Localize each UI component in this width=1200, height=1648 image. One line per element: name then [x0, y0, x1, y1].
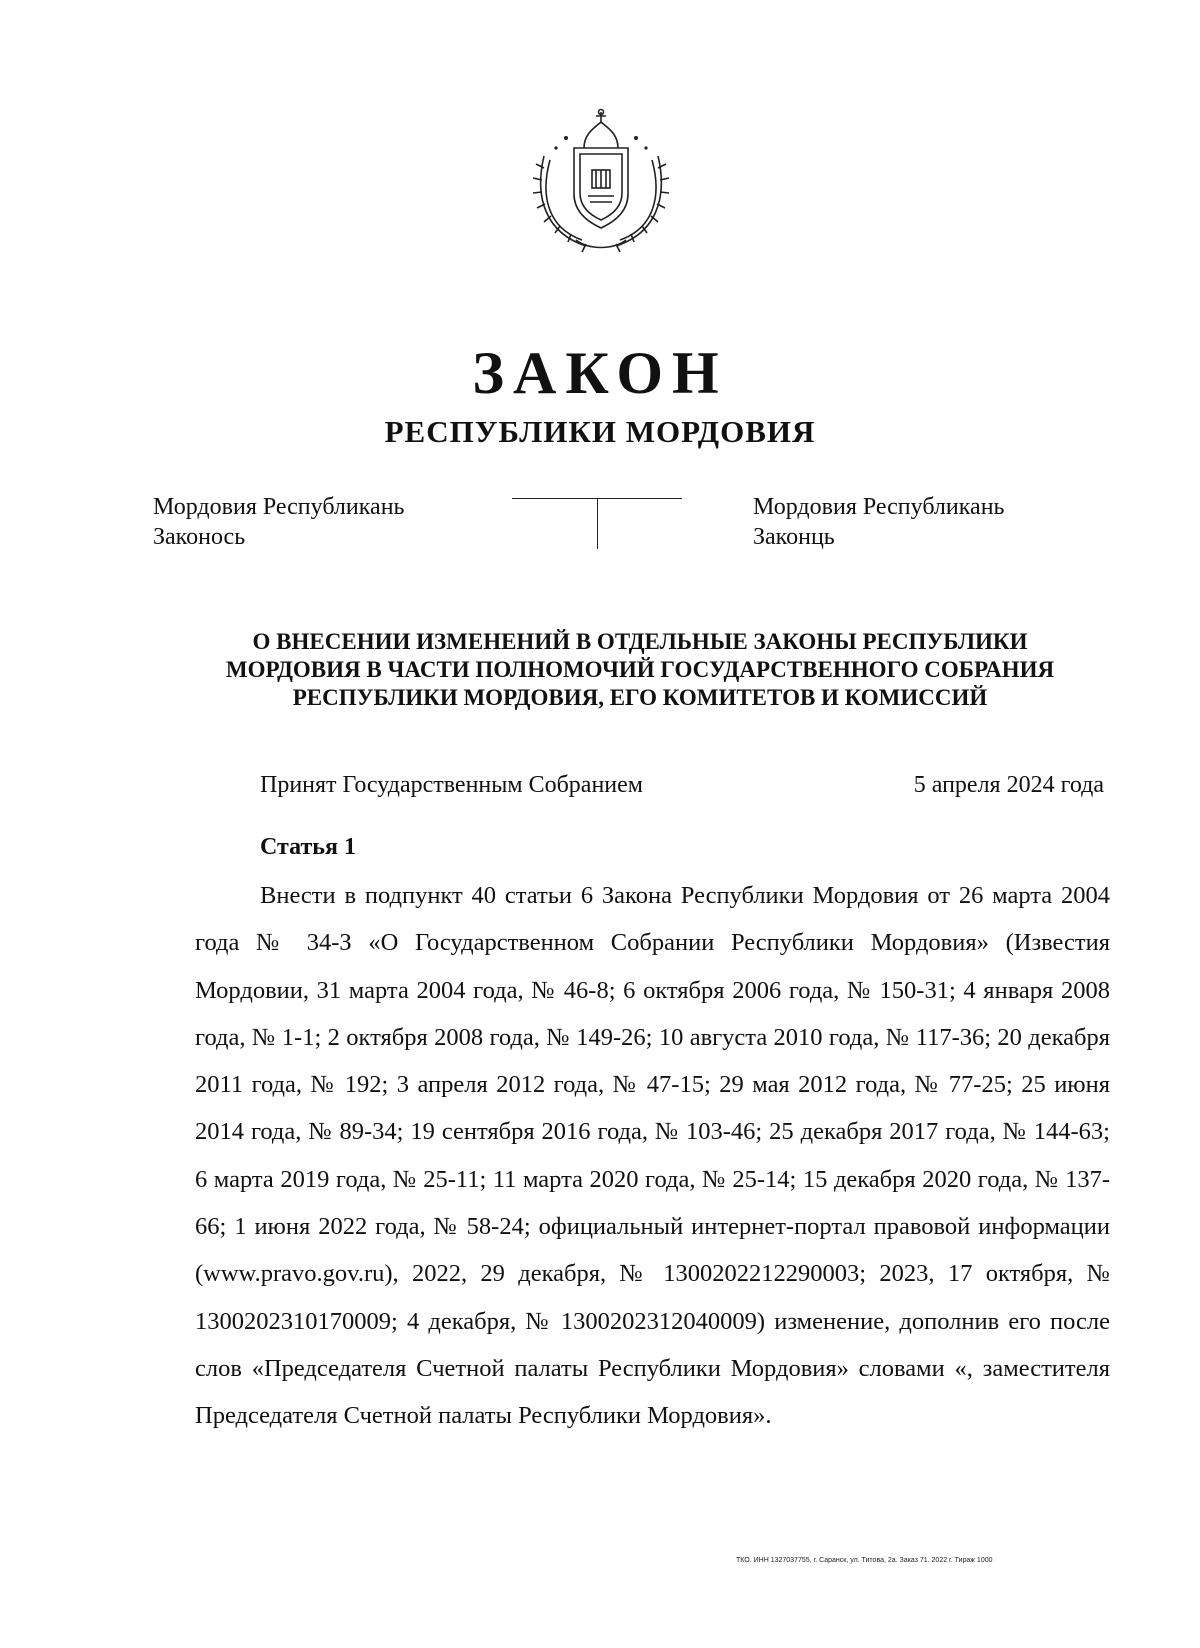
article-heading: Статья 1 — [260, 834, 356, 860]
law-name — [190, 628, 1090, 712]
coat-of-arms-icon — [526, 108, 676, 254]
adopted-by: Принят Государственным Собранием — [260, 772, 643, 798]
law-name-line-3: РЕСПУБЛИКИ МОРДОВИЯ, ЕГО КОМИТЕТОВ И КОМИССИЙ — [292, 685, 988, 710]
erzya-header-line-1: Мордовия Республикань — [753, 494, 1005, 520]
page-subtitle: РЕСПУБЛИКИ МОРДОВИЯ — [384, 414, 816, 449]
erzya-header-line-2: Законць — [753, 524, 835, 550]
adopted-date: 5 апреля 2024 года — [913, 772, 1104, 798]
erzya-header — [753, 492, 1004, 552]
law-name-line-2: МОРДОВИЯ В ЧАСТИ ПОЛНОМОЧИЙ ГОСУДАРСТВЕННОГО СОБРАНИЯ — [225, 657, 1055, 682]
registration-divider-vertical — [597, 498, 598, 549]
article-text: Внести в подпункт 40 статьи 6 Закона Республики Мордовия от 26 марта 2004 года № 34-З «О Государственном Собрании Республики Мордовия» (Известия Мордовии, 31 марта 2004 года, № 46-8; 6 октября 2006 года, № 150-31; 4 января 2008 года, № 1-1; 2 октября 2008 года, № 149-26; 10 августа 2010 года, № 117-36; 20 декабря 2011 года, № 192; 3 апреля 2012 года, № 47-15; 29 мая 2012 года, № 77-25; 25 июня 2014 года, № 89-34; 19 сентября 2016 года, № 103-46; 25 декабря 2017 года, № 144-63; 6 марта 2019 года, № 25-11; 11 марта 2020 года, № 25-14; 15 декабря 2020 года, № 137-66; 1 июня 2022 года, № 58-24; официальный интернет-портал правовой информации (www.pravo.gov.ru), 2022, 29 декабря, № 1300202212290003; 2023, 17 октября, № 1300202310170009; 4 декабря, № 1300202312040009) изменение, дополнив его после слов «Председателя Счетной палаты Республики Мордовия» словами «, заместителя Председателя Счетной палаты Республики Мордовия». — [195, 882, 1110, 1430]
moksha-header-line-1: Мордовия Республикань — [153, 494, 405, 520]
moksha-header — [153, 492, 404, 552]
print-note: ТКО. ИНН 1327037755, г. Саранск, ул. Титова, 2а. Заказ 71. 2022 г. Тираж 1000 — [736, 1557, 993, 1564]
page-title: ЗАКОН — [472, 340, 728, 406]
law-name-line-1: О ВНЕСЕНИИ ИЗМЕНЕНИЙ В ОТДЕЛЬНЫЕ ЗАКОНЫ РЕСПУБЛИКИ — [252, 629, 1028, 654]
moksha-header-line-2: Законось — [153, 524, 246, 550]
